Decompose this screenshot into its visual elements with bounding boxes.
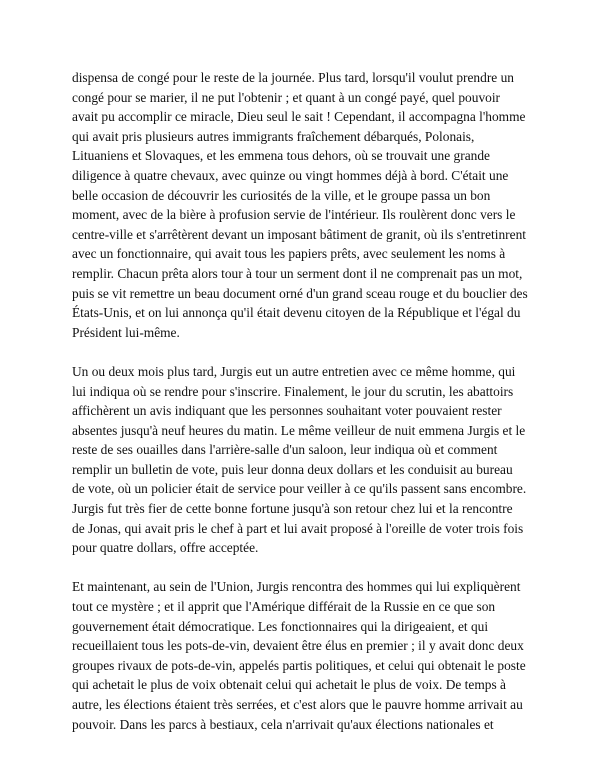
paragraph-3: Et maintenant, au sein de l'Union, Jurgis rencontra des hommes qui lui expliquèrent tout ce mystère ; et il apprit que l'Amérique différait de la Russie en ce que son gouvernement était démocratique. Les fonctionnaires qui la dirigeaient, et qui recueillaient tous les pots-de-vin, devaient être élus en premier ; il y avait donc deux groupes rivaux de pots-de-vin, appelés partis politiques, et celui qui obtenait le poste qui achetait le plus de voix obtenait celui qui achetait le plus de voix. De temps à autre, les élections étaient très serrées, et c'est alors que le pauvre homme arrivait au pouvoir. Dans les parcs à bestiaux, cela n'arrivait qu'aux élections nationales et xyxy=(72,579,526,732)
document-page xyxy=(72,68,528,734)
paragraph-1: dispensa de congé pour le reste de la journée. Plus tard, lorsqu'il voulut prendre un congé pour se marier, il ne put l'obtenir ; et quant à un congé payé, quel pouvoir avait pu accomplir ce miracle, Dieu seul le sait ! Cependant, il accompagna l'homme qui avait pris plusieurs autres immigrants fraîchement débarqués, Polonais, Lituaniens et Slovaques, et les emmena tous dehors, où se trouvait une grande diligence à quatre chevaux, avec quinze ou vingt hommes déjà à bord. C'était une belle occasion de découvrir les curiosités de la ville, et le groupe passa un bon moment, avec de la bière à profusion servie de l'intérieur. Ils roulèrent donc vers le centre-ville et s'arrêtèrent devant un imposant bâtiment de granit, où ils s'entretinrent avec un fonctionnaire, qui avait tous les papiers prêts, avec seulement les noms à remplir. Chacun prêta alors tour à tour un serment dont il ne comprenait pas un mot, puis se vit remettre un beau document orné d'un grand sceau rouge et du bouclier des États-Unis, et on lui annonça qu'il était devenu citoyen de la République et l'égal du Président lui-même. xyxy=(72,70,528,340)
paragraph-2: Un ou deux mois plus tard, Jurgis eut un autre entretien avec ce même homme, qui lui indiqua où se rendre pour s'inscrire. Finalement, le jour du scrutin, les abattoirs affichèrent un avis indiquant que les personnes souhaitant voter pouvaient rester absentes jusqu'à neuf heures du matin. Le même veilleur de nuit emmena Jurgis et le reste de ses ouailles dans l'arrière-salle d'un saloon, leur indiqua où et comment remplir un bulletin de vote, puis leur donna deux dollars et les conduisit au bureau de vote, où un policier était de service pour veiller à ce qu'ils passent sans encombre. Jurgis fut très fier de cette bonne fortune jusqu'à son retour chez lui et la rencontre de Jonas, qui avait pris le chef à part et lui avait proposé à l'oreille de voter trois fois pour quatre dollars, offre acceptée. xyxy=(72,363,527,556)
